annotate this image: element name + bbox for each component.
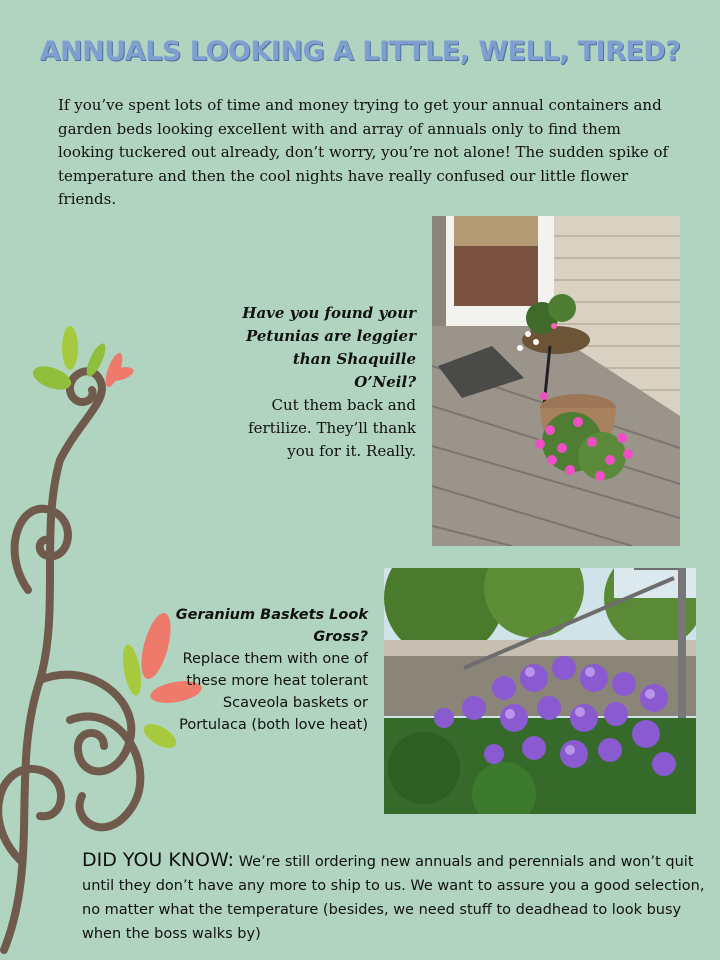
page-title: ANNUALS LOOKING A LITTLE, WELL, TIRED? [39,36,681,67]
did-you-know-lead: DID YOU KNOW: [82,849,235,871]
petunia-tip [236,302,416,463]
purple-baskets-photo [384,568,696,814]
geranium-tip [168,604,368,736]
geranium-answer: Replace them with one of these more heat tolerant Scaveola baskets or Portulaca (both love heat) [179,651,368,733]
petunia-question: Have you found your Petunias are leggier than Shaquille O’Neil? [242,304,416,391]
geranium-question: Geranium Baskets Look Gross? [175,607,368,645]
petunia-answer: Cut them back and fertilize. They’ll thank you for it. Really. [248,396,416,460]
did-you-know [82,848,712,946]
intro-paragraph: If you’ve spent lots of time and money trying to get your annual containers and garden beds looking excellent with and array of annuals only to find them looking tuckered out already, don’t worry, you’re not alone! The sudden spike of temperature and then the cool nights have really confused our little flower friends. [58,96,669,208]
petunia-porch-photo [432,216,680,546]
did-you-know-text: We’re still ordering new annuals and perennials and won’t quit until they don’t have any more to ship to us. We want to assure you a good selection, no matter what the temperature (besides, we need stuff to deadhead to look busy when the boss walks by) [82,854,705,942]
